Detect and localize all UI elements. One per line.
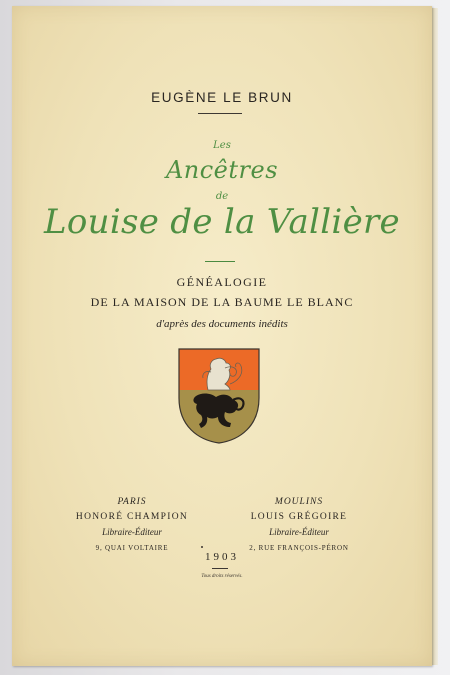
heraldic-shield-lion-icon: [178, 348, 260, 444]
publisher-name: LOUIS GRÉGOIRE: [250, 512, 348, 522]
publisher-role: Libraire-Éditeur: [102, 527, 162, 537]
title-ancetres: Ancêtres: [165, 156, 279, 184]
publisher-name: HONORÉ CHAMPION: [75, 512, 189, 522]
year-rule: [212, 568, 228, 569]
title-les: Les: [213, 140, 231, 151]
rights-notice: Tous droits réservés.: [201, 574, 243, 579]
title-de: de: [215, 191, 229, 202]
subtitle-genealogie: GÉNÉALOGIE: [176, 275, 268, 289]
publication-year: 1903: [205, 551, 239, 563]
publisher-address: 2, RUE FRANÇOIS-PÉRON: [249, 544, 349, 552]
publisher-address: 9, QUAI VOLTAIRE: [95, 544, 169, 552]
subtitle-maison: DE LA MAISON DE LA BAUME LE BLANC: [90, 295, 354, 309]
page-edge: [432, 8, 438, 665]
publisher-city: PARIS: [117, 497, 147, 507]
publisher-moulins: [219, 497, 379, 554]
title-page: [12, 6, 432, 666]
ink-speck: [201, 546, 203, 548]
publisher-role: Libraire-Éditeur: [269, 527, 329, 537]
subtitle-documents: d'après des documents inédits: [156, 318, 288, 330]
publisher-paris: [52, 497, 212, 554]
title-main: Louise de la Vallière: [44, 202, 400, 242]
publisher-city: MOULINS: [274, 497, 324, 507]
author-name: EUGÈNE LE BRUN: [151, 90, 293, 105]
author-rule: [198, 113, 242, 114]
title-rule: [205, 261, 235, 262]
